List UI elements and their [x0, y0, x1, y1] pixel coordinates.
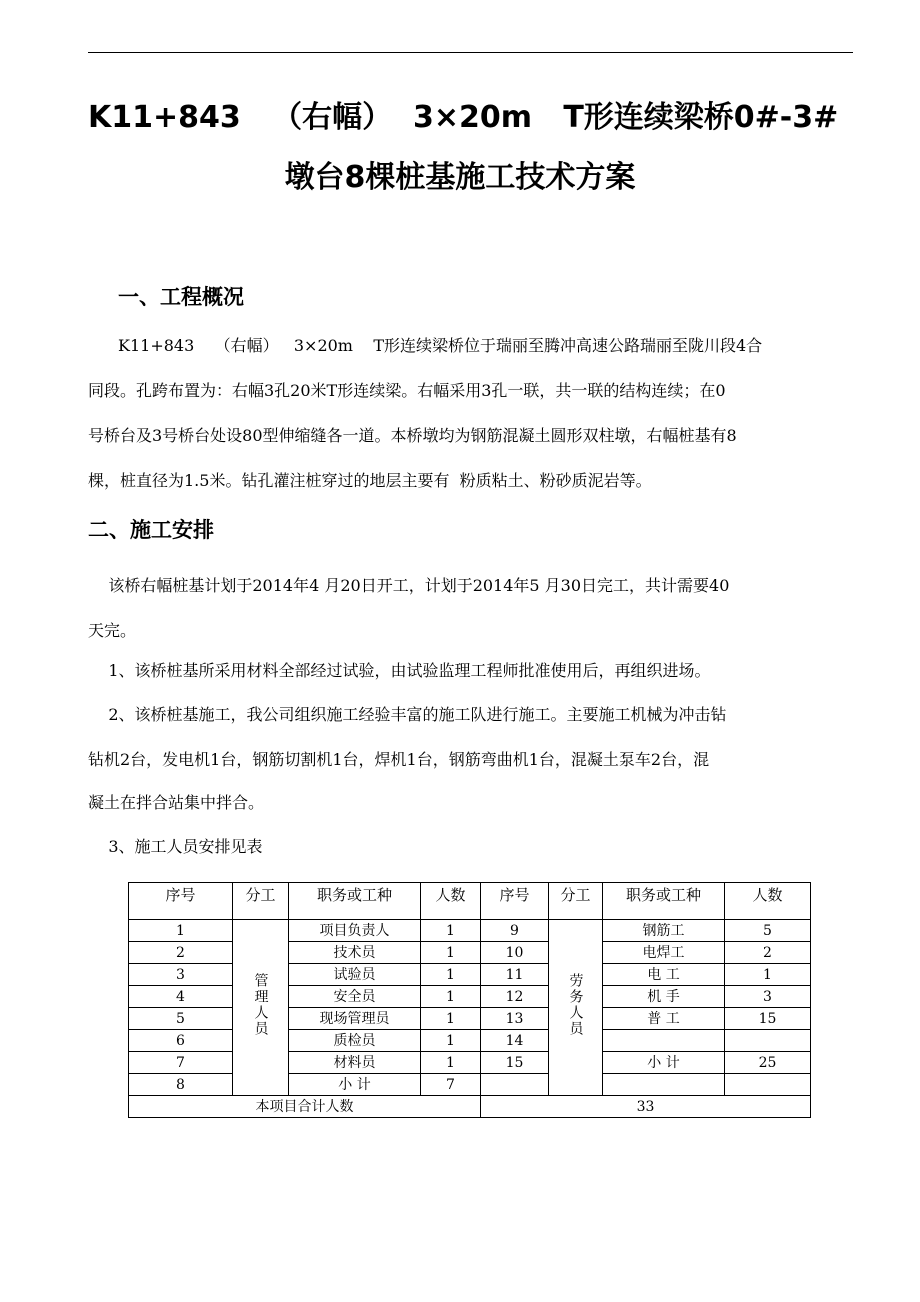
row-count-right: 2	[725, 942, 811, 964]
header-cell: 职务或工种	[603, 883, 725, 920]
table-row	[129, 986, 811, 1008]
row-role-right	[603, 1030, 725, 1052]
row-count-right: 25	[725, 1052, 811, 1074]
group-management-label: 管理人员	[252, 972, 269, 1037]
row-no: 3	[129, 964, 233, 986]
row-no-right: 14	[481, 1030, 549, 1052]
header-cell: 人数	[725, 883, 811, 920]
header-cell: 分工	[549, 883, 603, 920]
section2-item2-line2: 钻机2台，发电机1台，钢筋切割机1台，焊机1台，钢筋弯曲机1台，混凝土泵车2台，混	[88, 750, 710, 769]
header-cell: 序号	[129, 883, 233, 920]
document-title-line1: K11+843 （右幅） 3×20m T形连续梁桥0#-3#	[88, 100, 839, 135]
row-no-right: 9	[481, 920, 549, 942]
row-no: 5	[129, 1008, 233, 1030]
row-count-right	[725, 1030, 811, 1052]
group-labor-cell	[549, 920, 603, 1096]
row-role: 现场管理员	[289, 1008, 421, 1030]
table-row	[129, 942, 811, 964]
section1-line3: 号桥台及3号桥台处设80型伸缩缝各一道。本桥墩均为钢筋混凝土圆形双柱墩，右幅桩基有8	[88, 426, 737, 445]
row-count: 1	[421, 986, 481, 1008]
table-row	[129, 1074, 811, 1096]
table-row	[129, 1052, 811, 1074]
section2-intro-line1: 该桥右幅桩基计划于2014年4 月20日开工，计划于2014年5 月30日完工，共计需要40	[88, 576, 730, 595]
row-no-right: 10	[481, 942, 549, 964]
row-no: 2	[129, 942, 233, 964]
section2-item2-line1: 2、该桥桩基施工，我公司组织施工经验丰富的施工队进行施工。主要施工机械为冲击钻	[88, 705, 727, 724]
row-role-right: 钢筋工	[603, 920, 725, 942]
row-role-right: 小 计	[603, 1052, 725, 1074]
row-role-right	[603, 1074, 725, 1096]
row-no: 7	[129, 1052, 233, 1074]
header-cell: 分工	[233, 883, 289, 920]
table-row	[129, 920, 811, 942]
row-role-right: 机 手	[603, 986, 725, 1008]
row-count-right: 5	[725, 920, 811, 942]
table-row	[129, 1008, 811, 1030]
row-count-right: 3	[725, 986, 811, 1008]
row-role: 安全员	[289, 986, 421, 1008]
table-row	[129, 1030, 811, 1052]
section2-intro-line2: 天完。	[88, 621, 137, 640]
section1-line2: 同段。孔跨布置为：右幅3孔20米T形连续梁。右幅采用3孔一联，共一联的结构连续；在0	[88, 381, 726, 400]
row-role: 小 计	[289, 1074, 421, 1096]
row-count: 1	[421, 1052, 481, 1074]
row-role-right: 普 工	[603, 1008, 725, 1030]
staff-table	[128, 882, 811, 1118]
row-no-right: 13	[481, 1008, 549, 1030]
header-cell: 人数	[421, 883, 481, 920]
row-count: 1	[421, 1008, 481, 1030]
row-no: 6	[129, 1030, 233, 1052]
section2-item1: 1、该桥桩基所采用材料全部经过试验，由试验监理工程师批准使用后，再组织进场。	[88, 661, 711, 680]
section1-line1: K11+843 （右幅） 3×20m T形连续梁桥位于瑞丽至腾冲高速公路瑞丽至陇川段4合	[118, 336, 763, 355]
row-role: 质检员	[289, 1030, 421, 1052]
section2-heading: 二、施工安排	[88, 518, 214, 542]
row-role-right: 电焊工	[603, 942, 725, 964]
table-header-row	[129, 883, 811, 920]
row-no-right: 11	[481, 964, 549, 986]
section1-heading: 一、工程概况	[118, 285, 244, 309]
row-role: 材料员	[289, 1052, 421, 1074]
row-count: 1	[421, 1030, 481, 1052]
header-cell: 职务或工种	[289, 883, 421, 920]
row-count: 1	[421, 920, 481, 942]
row-count: 1	[421, 964, 481, 986]
row-role: 项目负责人	[289, 920, 421, 942]
header-rule	[88, 52, 853, 53]
table-row	[129, 964, 811, 986]
row-no: 1	[129, 920, 233, 942]
row-role: 试验员	[289, 964, 421, 986]
row-no-right: 15	[481, 1052, 549, 1074]
row-count-right	[725, 1074, 811, 1096]
row-no-right	[481, 1074, 549, 1096]
section1-line4: 棵，桩直径为1.5米。钻孔灌注桩穿过的地层主要有 粉质粘土、粉砂质泥岩等。	[88, 471, 652, 490]
group-management-cell	[233, 920, 289, 1096]
row-no-right: 12	[481, 986, 549, 1008]
group-labor-label: 劳务人员	[567, 972, 584, 1037]
section2-item2-line3: 凝土在拌合站集中拌合。	[88, 793, 265, 812]
header-cell: 序号	[481, 883, 549, 920]
row-no: 4	[129, 986, 233, 1008]
document-title-line2: 墩台8棵桩基施工技术方案	[284, 160, 636, 195]
row-no: 8	[129, 1074, 233, 1096]
section2-item3: 3、施工人员安排见表	[88, 837, 263, 856]
total-value: 33	[481, 1096, 811, 1118]
total-label: 本项目合计人数	[129, 1096, 481, 1118]
row-count-right: 1	[725, 964, 811, 986]
row-count: 7	[421, 1074, 481, 1096]
table-total-row	[129, 1096, 811, 1118]
row-role: 技术员	[289, 942, 421, 964]
row-role-right: 电 工	[603, 964, 725, 986]
row-count: 1	[421, 942, 481, 964]
row-count-right: 15	[725, 1008, 811, 1030]
